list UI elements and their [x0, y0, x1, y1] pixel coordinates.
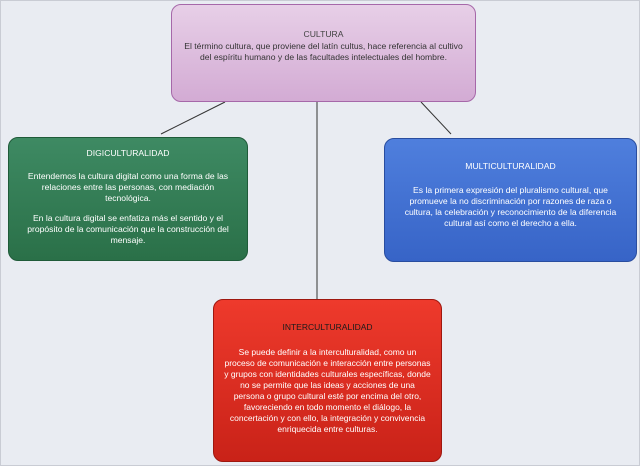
node-cultura[interactable]: [171, 4, 476, 102]
node-text: Entendemos la cultura digital como una forma de las relaciones entre las personas, con mediación tecnológica.: [27, 171, 229, 203]
node-interculturalidad[interactable]: [213, 299, 442, 462]
node-title: MULTICULTURALIDAD: [465, 161, 556, 171]
connector-cultura-digiculturalidad: [161, 102, 225, 134]
node-title: DIGICULTURALIDAD: [86, 148, 170, 158]
connector-cultura-multiculturalidad: [421, 102, 451, 134]
node-multiculturalidad[interactable]: [384, 138, 637, 262]
node-text: En la cultura digital se enfatiza más el sentido y el propósito de la comunicación que la construcción del mensaje.: [27, 213, 229, 245]
node-title: CULTURA: [303, 29, 344, 39]
node-text: El término cultura, que proviene del latín cultus, hace referencia al cultivo del espíritu humano y de las facultades intelectuales del hombre.: [184, 41, 463, 62]
node-title: INTERCULTURALIDAD: [282, 322, 373, 332]
node-digiculturalidad[interactable]: [8, 137, 248, 261]
node-text: Es la primera expresión del pluralismo cultural, que promueve la no discriminación por razones de raza o cultura, la celebración y reconocimiento de la diferencia cultural así como el derecho a ella.: [404, 185, 617, 228]
node-text: Se puede definir a la interculturalidad, como un proceso de comunicación e interacción entre personas y grupos con identidades culturales específicas, donde no se permite que las ideas y acciones de una persona o grupo cultural esté por encima del otro, favoreciendo en todo momento el diálogo, la concertación y con ello, la integración y convivencia enriquecida entre culturas.: [224, 347, 431, 435]
